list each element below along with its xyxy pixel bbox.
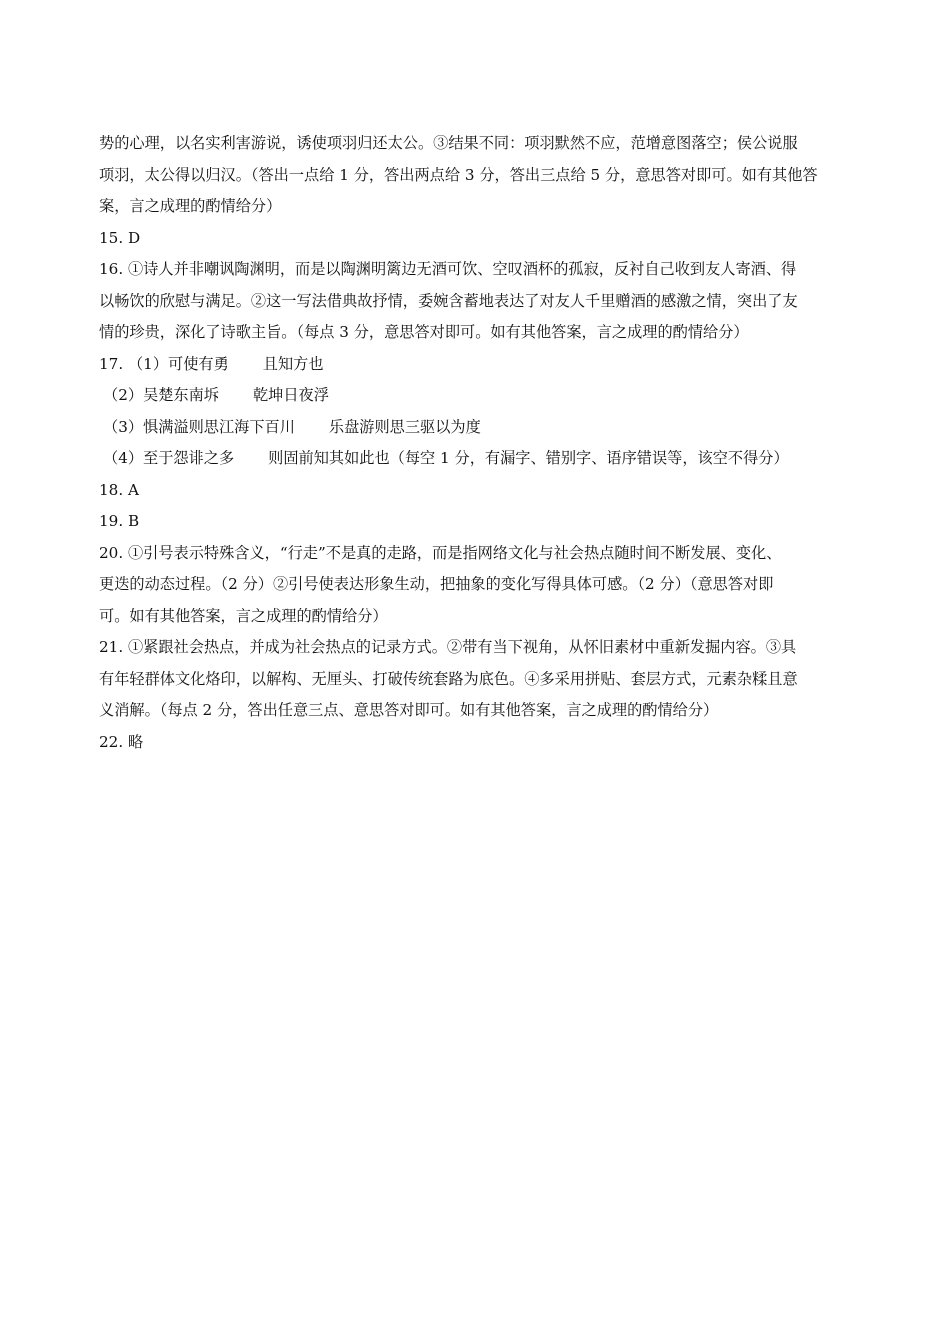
answer-17 — [99, 349, 857, 475]
text-line: 案，言之成理的酌情给分） — [99, 197, 282, 215]
text-line: 21. ①紧跟社会热点，并成为社会热点的记录方式。②带有当下视角，从怀旧素材中重新发掘内容。③具 — [99, 638, 797, 656]
blank-answer: （2）吴楚东南坼 — [103, 386, 219, 404]
blank-answer: （4）至于怨诽之多 — [103, 449, 235, 467]
q14-continuation — [99, 128, 857, 223]
answer-17-line-1 — [99, 349, 857, 381]
text-line: 义消解。（每点 2 分，答出任意三点、意思答对即可。如有其他答案，言之成理的酌情给分） — [99, 701, 719, 719]
text-line: 以畅饮的欣慰与满足。②这一写法借典故抒情，委婉含蓄地表达了对友人千里赠酒的感激之情，突出了友 — [99, 291, 798, 310]
text-line: 势的心理，以名实利害游说，诱使项羽归还太公。③结果不同：项羽默然不应，范增意图落空；侯公说服 — [99, 134, 798, 152]
answer-18-text: 18. A — [99, 480, 139, 499]
text-line: 可。如有其他答案，言之成理的酌情给分） — [99, 606, 388, 625]
answer-22 — [99, 727, 857, 759]
text-line: 更迭的动态过程。（2 分）②引号使表达形象生动，把抽象的变化写得具体可感。（2 分）（意思答对即 — [99, 575, 774, 593]
text-line: 项羽，太公得以归汉。（答出一点给 1 分，答出两点给 3 分，答出三点给 5 分，意思答对即可。如有其他答 — [99, 165, 818, 184]
answer-20 — [99, 538, 857, 633]
text-line: 有年轻群体文化烙印，以解构、无厘头、打破传统套路为底色。④多采用拼贴、套层方式，元素杂糅且意 — [99, 669, 798, 688]
blank-answer: 17. （1）可使有勇 — [99, 354, 229, 373]
blank-answer: 乐盘游则思三驱以为度 — [328, 417, 481, 436]
answer-content — [99, 128, 857, 758]
answer-21 — [99, 632, 857, 727]
answer-15 — [99, 223, 857, 255]
text-line: 情的珍贵，深化了诗歌主旨。（每点 3 分，意思答对即可。如有其他答案，言之成理的酌情给分） — [99, 323, 749, 341]
blank-answer: 乾坤日夜浮 — [252, 386, 329, 404]
blank-answer: 则固前知其如此也（每空 1 分，有漏字、错别字、语序错误等，该空不得分） — [268, 449, 789, 467]
blank-answer: （3）惧满溢则思江海下百川 — [103, 417, 295, 436]
text-line: 16. ①诗人并非嘲讽陶渊明，而是以陶渊明篱边无酒可饮、空叹酒杯的孤寂，反衬自己收到友人寄酒、得 — [99, 260, 797, 278]
answer-17-line-2 — [99, 380, 857, 412]
blank-answer: 且知方也 — [262, 354, 324, 373]
text-line: 20. ①引号表示特殊含义，“行走”不是真的走路，而是指网络文化与社会热点随时间不断发展、变化、 — [99, 543, 782, 562]
answer-17-line-3 — [99, 412, 857, 444]
answer-16 — [99, 254, 857, 349]
answer-19 — [99, 506, 857, 538]
answer-15-text: 15. D — [99, 228, 141, 247]
answer-17-line-4 — [99, 443, 857, 475]
answer-22-text: 22. 略 — [99, 732, 144, 751]
answer-18 — [99, 475, 857, 507]
answer-19-text: 19. B — [99, 512, 140, 530]
